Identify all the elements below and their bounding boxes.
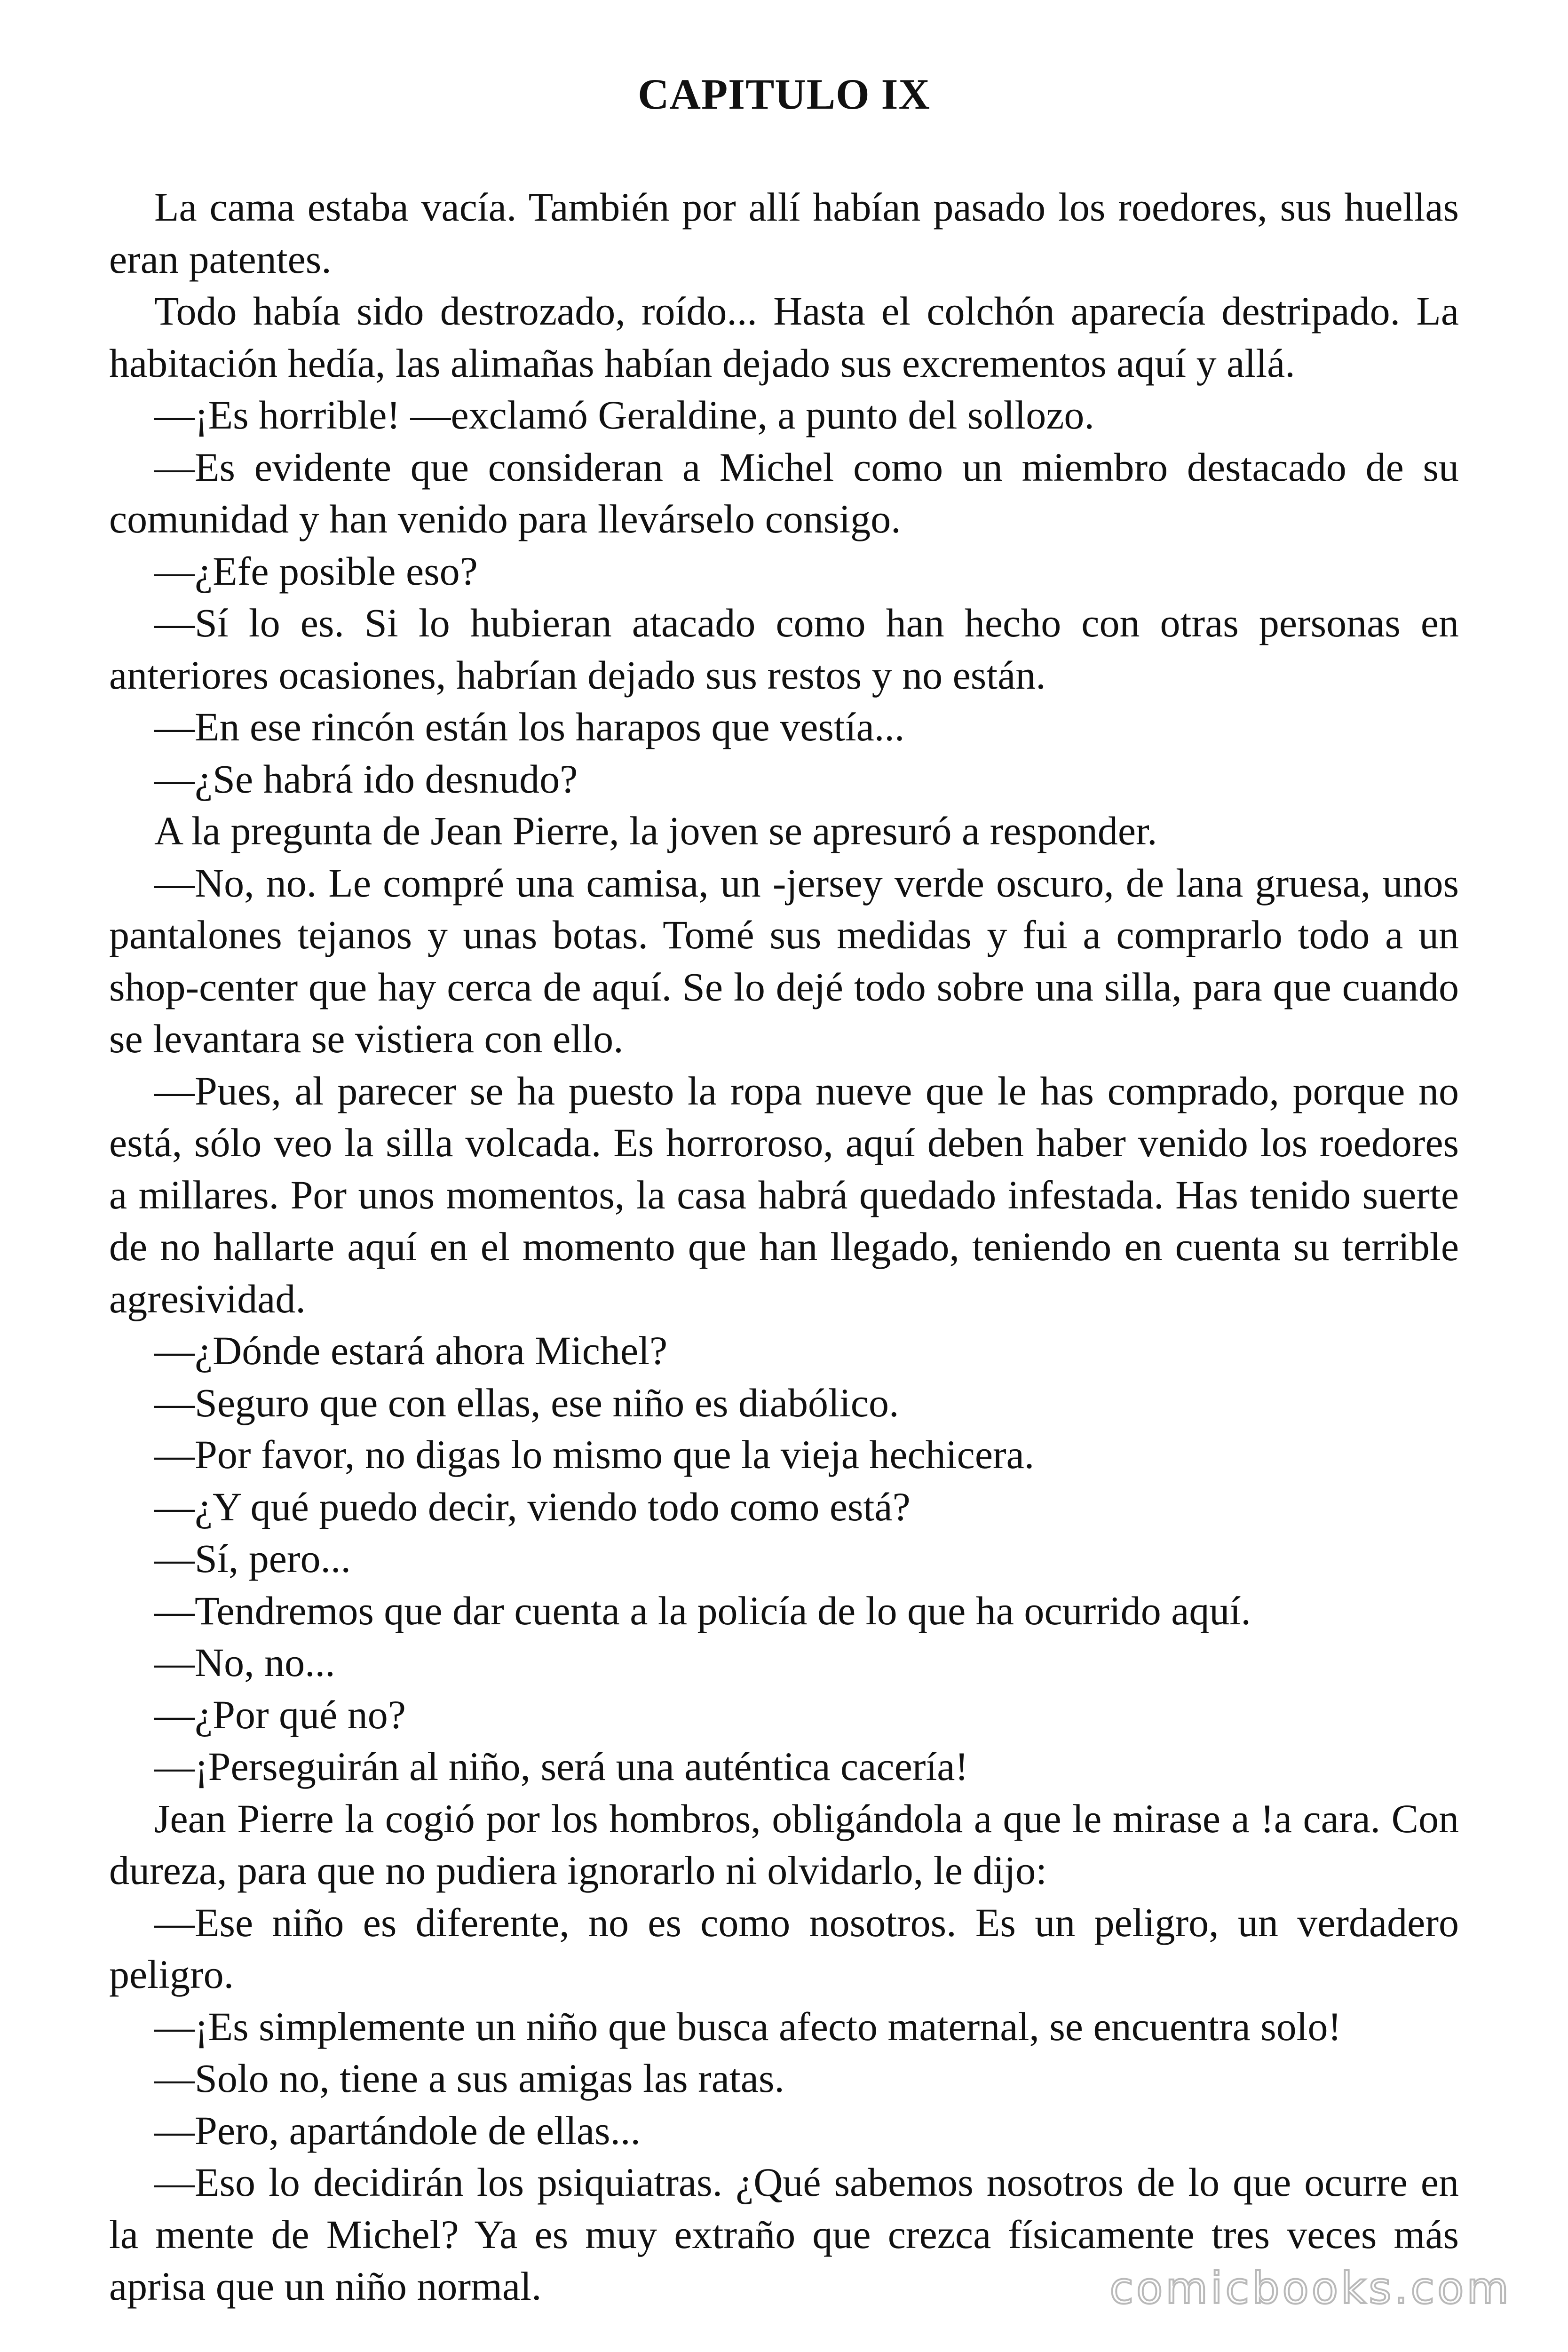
paragraph: —Sí, pero... xyxy=(154,1536,351,1581)
chapter-title: CAPITULO IX xyxy=(638,70,930,118)
paragraph: Todo había sido destrozado, roído... Hasta el colchón aparecía destripado. La habitación hedía, las alimañas habían dejado sus excrementos aquí y allá. xyxy=(109,288,1459,386)
paragraph: —¡Es horrible! —exclamó Geraldine, a punto del sollozo. xyxy=(154,392,1094,437)
paragraph: —En ese rincón están los harapos que vestía... xyxy=(154,704,905,749)
paragraph: La cama estaba vacía. También por allí habían pasado los roedores, sus huellas eran patentes. xyxy=(109,184,1459,282)
paragraph: —Seguro que con ellas, ese niño es diabólico. xyxy=(154,1380,899,1425)
paragraph: —¿Y qué puedo decir, viendo todo como está? xyxy=(154,1484,911,1529)
paragraph: —¿Por qué no? xyxy=(154,1692,406,1737)
paragraph: —Pues, al parecer se ha puesto la ropa nueve que le has comprado, porque no está, sólo veo la silla volcada. Es horroroso, aquí deben haber venido los roedores a millares. Por unos momentos, la casa habrá quedado infestada. Has tenido suerte de no hallarte aquí en el momento que han llegado, teniendo en cuenta su terrible agresividad. xyxy=(109,1068,1459,1321)
paragraph: A la pregunta de Jean Pierre, la joven se apresuró a responder. xyxy=(154,808,1157,853)
paragraph: —Tendremos que dar cuenta a la policía de lo que ha ocurrido aquí. xyxy=(154,1588,1251,1633)
watermark: comicbooks.com xyxy=(1109,2263,1512,2313)
chapter-body xyxy=(109,181,1459,2312)
paragraph: —Solo no, tiene a sus amigas las ratas. xyxy=(154,2056,784,2101)
paragraph: —¿Efe posible eso? xyxy=(154,548,478,594)
paragraph: —Por favor, no digas lo mismo que la vieja hechicera. xyxy=(154,1432,1035,1477)
paragraph: —¡Perseguirán al niño, será una auténtica cacería! xyxy=(154,1744,969,1789)
paragraph: —¿Se habrá ido desnudo? xyxy=(154,756,578,802)
paragraph: —Eso lo decidirán los psiquiatras. ¿Qué sabemos nosotros de lo que ocurre en la mente de Michel? Ya es muy extraño que crezca físicamente tres veces más aprisa que un niño normal. xyxy=(109,2160,1459,2309)
paragraph: Jean Pierre la cogió por los hombros, obligándola a que le mirase a !a cara. Con dureza, para que no pudiera ignorarlo ni olvidarlo, le dijo: xyxy=(109,1796,1459,1893)
paragraph: —¡Es simplemente un niño que busca afecto maternal, se encuentra solo! xyxy=(154,2003,1342,2049)
paragraph: —No, no... xyxy=(154,1640,335,1685)
paragraph: —Es evidente que consideran a Michel como un miembro destacado de su comunidad y han venido para llevárselo consigo. xyxy=(109,444,1459,541)
paragraph: —No, no. Le compré una camisa, un -jersey verde oscuro, de lana gruesa, unos pantalones tejanos y unas botas. Tomé sus medidas y fui a comprarlo todo a un shop-center que hay cerca de aquí. Se lo dejé todo sobre una silla, para que cuando se levantara se vistiera con ello. xyxy=(109,860,1459,1061)
paragraph: —¿Dónde estará ahora Michel? xyxy=(154,1328,668,1373)
paragraph: —Pero, apartándole de ellas... xyxy=(154,2107,641,2153)
paragraph: —Ese niño es diferente, no es como nosotros. Es un peligro, un verdadero peligro. xyxy=(109,1899,1459,1997)
paragraph: —Sí lo es. Si lo hubieran atacado como han hecho con otras personas en anteriores ocasiones, habrían dejado sus restos y no están. xyxy=(109,600,1459,698)
